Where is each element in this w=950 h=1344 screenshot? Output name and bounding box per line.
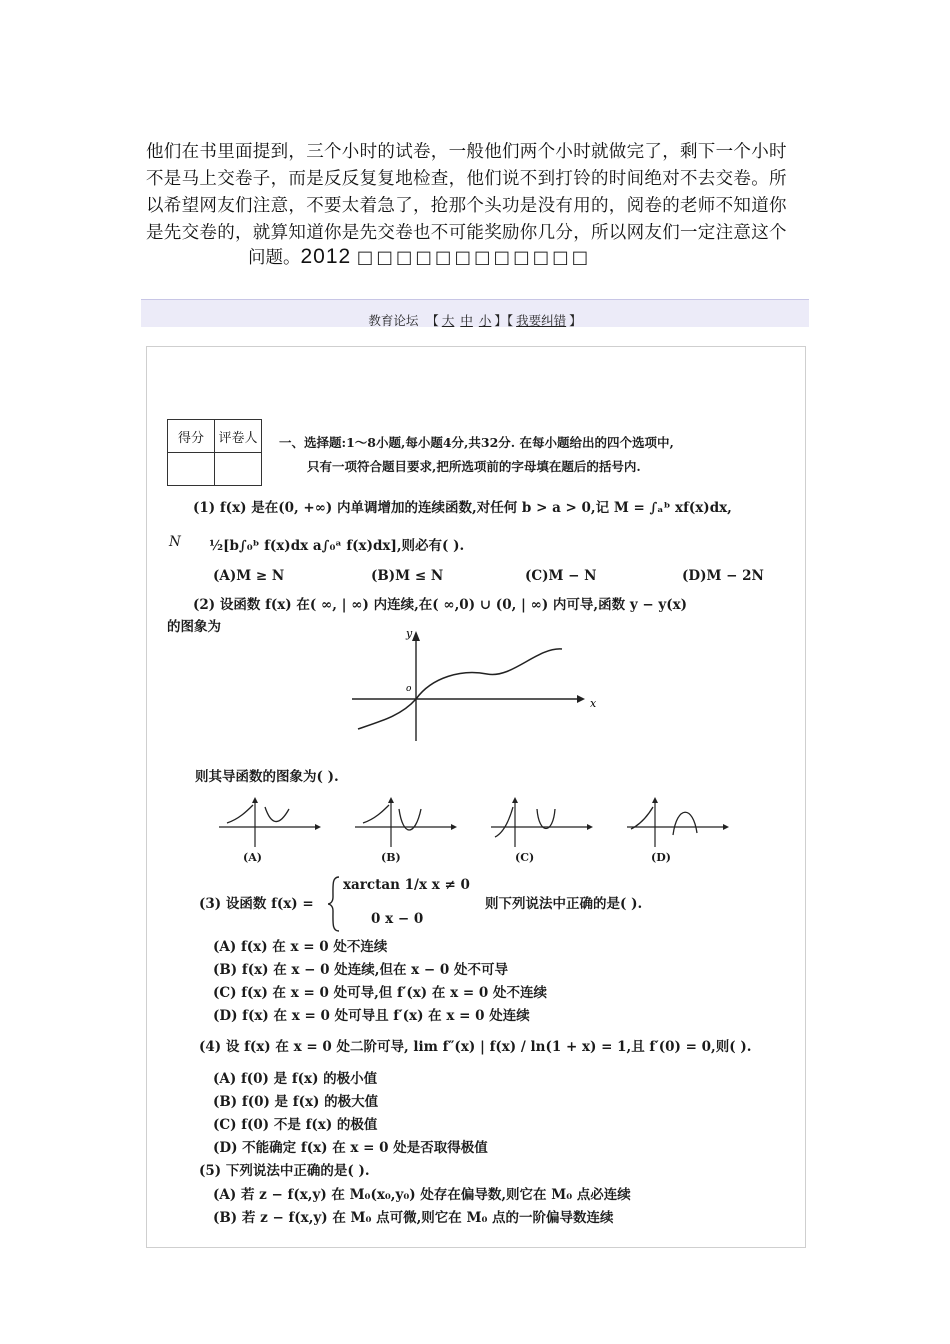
- q4-option-c: (C) f(0) 不是 f(x) 的极值: [213, 1117, 378, 1133]
- article-last-text: 问题。: [248, 248, 301, 268]
- article-garbled-text: □□□□□□□□□□□□: [356, 248, 592, 268]
- grader-header: 评卷人: [215, 420, 262, 453]
- font-size-small-link[interactable]: 小: [478, 313, 492, 328]
- bracket: 】: [569, 313, 582, 328]
- graph-origin-label: o: [406, 684, 412, 694]
- q2-option-d-label: (D): [651, 851, 671, 864]
- forum-toolbar-text: [141, 311, 809, 329]
- exam-scan-image: [146, 346, 806, 1248]
- grader-cell: [215, 453, 262, 486]
- article-paragraph: [146, 139, 810, 247]
- q5-option-a: (A) 若 z − f(x,y) 在 M₀(x₀,y₀) 处存在偏导数,则它在 M₀ 点必连续: [213, 1187, 631, 1203]
- q1-option-b: (B)M ≤ N: [371, 568, 444, 584]
- q1-line1: (1) f(x) 是在(0, +∞) 内单调增加的连续函数,对任何 b > a > 0,记 M = ∫ₐᵇ xf(x)dx,: [193, 500, 732, 516]
- q1-option-a: (A)M ≥ N: [213, 568, 285, 584]
- q2-option-c-label: (C): [515, 851, 535, 864]
- q1-option-d: (D)M − 2N: [682, 568, 764, 584]
- article-line: 不是马上交卷子，而是反反复复地检查，他们说不到打铃的时间绝对不去交卷。所: [146, 169, 787, 189]
- article-year: 2012: [300, 245, 352, 268]
- q4-line: (4) 设 f(x) 在 x = 0 处二阶可导, lim f″(x) | f(x) / ln(1 + x) = 1,且 f′(0) = 0,则( ).: [199, 1039, 752, 1055]
- article-line: 他们在书里面提到，三个小时的试卷，一般他们两个小时就做完了，剩下一个小时: [146, 142, 787, 162]
- q3-brace: [327, 875, 341, 933]
- q3-case1: xarctan 1/x x ≠ 0: [343, 877, 470, 893]
- font-size-medium-link[interactable]: 中: [460, 313, 473, 328]
- q3-option-c: (C) f(x) 在 x = 0 处可导,但 f′(x) 在 x = 0 处不连续: [213, 985, 547, 1001]
- graph-curve: [358, 649, 562, 729]
- q3-option-b: (B) f(x) 在 x − 0 处连续,但在 x − 0 处不可导: [213, 962, 509, 978]
- q5-line: (5) 下列说法中正确的是( ).: [199, 1163, 370, 1179]
- function-graph: [352, 627, 597, 744]
- section-title: 一、选择题:1～8小题,每小题4分,共32分. 在每小题给出的四个选项中,: [279, 435, 674, 450]
- q3-line1: (3) 设函数 f(x) =: [199, 896, 314, 912]
- score-header: 得分: [168, 420, 215, 453]
- bracket: 】【: [494, 313, 514, 328]
- bracket: 【: [426, 313, 439, 328]
- section-title-2: 只有一项符合题目要求,把所选项前的字母填在题后的括号内.: [307, 459, 641, 474]
- font-size-large-link[interactable]: 大: [441, 313, 455, 328]
- q3-option-d: (D) f(x) 在 x = 0 处可导且 f′(x) 在 x = 0 处连续: [213, 1008, 530, 1024]
- q3-case2: 0 x − 0: [371, 911, 424, 927]
- forum-label[interactable]: 教育论坛: [368, 313, 419, 328]
- q4-option-a: (A) f(0) 是 f(x) 的极小值: [213, 1071, 378, 1087]
- q1-n: N: [169, 534, 181, 550]
- q4-option-b: (B) f(0) 是 f(x) 的极大值: [213, 1094, 379, 1110]
- graph-y-label: y: [406, 627, 413, 640]
- q2-line1: (2) 设函数 f(x) 在( ∞, | ∞) 内连续,在( ∞,0) ∪ (0, | ∞) 内可导,函数 y − y(x): [193, 597, 688, 613]
- article-line: 是先交卷的，就算知道你是先交卷也不可能奖励你几分，所以网友们一定注意这个: [146, 223, 787, 243]
- graph-x-label: x: [590, 697, 597, 710]
- q3-tail: 则下列说法中正确的是( ).: [485, 896, 643, 912]
- q2-option-a-label: (A): [243, 851, 262, 864]
- q4-option-d: (D) 不能确定 f(x) 在 x = 0 处是否取得极值: [213, 1140, 488, 1156]
- q2-line3: 则其导函数的图象为( ).: [195, 769, 339, 785]
- option-a-graph: [217, 795, 327, 850]
- score-cell: [168, 453, 215, 486]
- q1-option-c: (C)M − N: [525, 568, 597, 584]
- q3-option-a: (A) f(x) 在 x = 0 处不连续: [213, 939, 388, 955]
- q2-line2: 的图象为: [167, 619, 221, 635]
- option-c-graph: [489, 795, 599, 850]
- article-last-line: [248, 244, 591, 269]
- q2-option-b-label: (B): [381, 851, 401, 864]
- q1-line2: ½[b∫₀ᵇ f(x)dx a∫₀ᵃ f(x)dx],则必有( ).: [209, 538, 465, 554]
- report-error-link[interactable]: 我要纠错: [516, 313, 567, 328]
- option-b-graph: [353, 795, 463, 850]
- graph-x-arrow: [577, 695, 585, 703]
- score-table: [167, 419, 262, 486]
- forum-toolbar: [141, 299, 809, 327]
- option-d-graph: [625, 795, 735, 850]
- q5-option-b: (B) 若 z − f(x,y) 在 M₀ 点可微,则它在 M₀ 点的一阶偏导数连续: [213, 1210, 614, 1226]
- graph-y-arrow: [412, 631, 420, 641]
- article-line: 以希望网友们注意，不要太着急了，抢那个头功是没有用的，阅卷的老师不知道你: [146, 196, 787, 216]
